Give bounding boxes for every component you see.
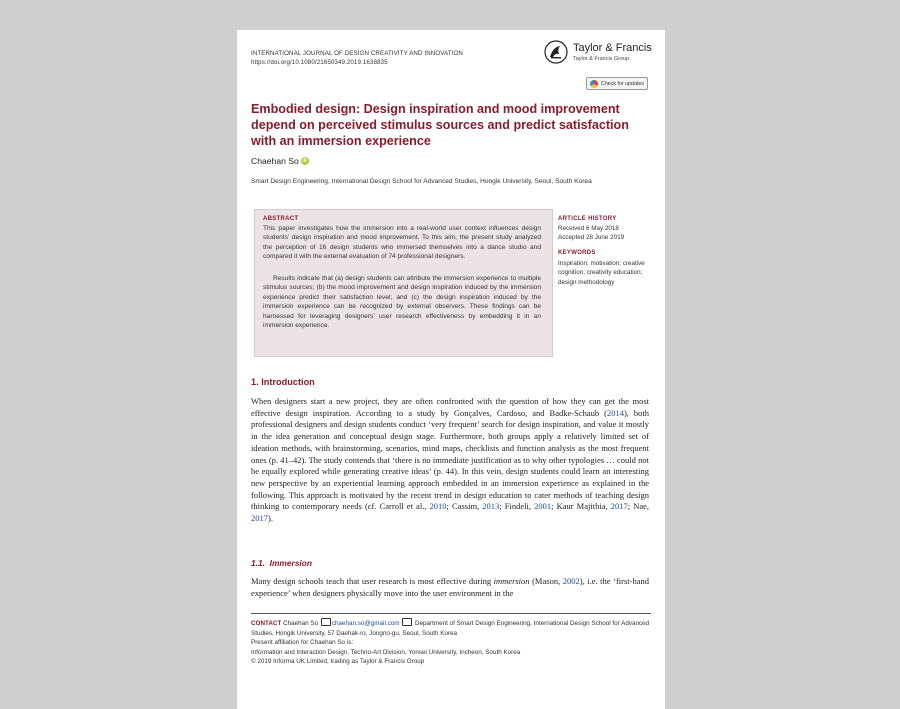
footer-divider: [251, 613, 651, 614]
author-line: [251, 156, 309, 166]
section-heading-immersion: [251, 558, 312, 568]
accepted-date: Accepted 28 June 2019: [558, 234, 625, 241]
tf-logo-icon: [544, 40, 568, 64]
citation-link[interactable]: 2017: [251, 513, 268, 524]
publisher-logo[interactable]: [544, 40, 654, 66]
subsection-number: 1.1.: [251, 558, 265, 568]
publisher-name: Taylor & Francis: [573, 42, 652, 54]
abstract-label: ABSTRACT: [263, 216, 299, 222]
check-updates-button[interactable]: [586, 77, 648, 90]
journal-name: INTERNATIONAL JOURNAL OF DESIGN CREATIVITY AND INNOVATION: [251, 50, 463, 57]
citation-link[interactable]: 2017: [610, 501, 628, 512]
author-name[interactable]: Chaehan So: [251, 156, 299, 166]
present-affiliation: Information and Interaction Design, Techno-Art Division, Yonsei University, Incheon, South Korea: [251, 648, 521, 656]
doi-link[interactable]: https://doi.org/10.1080/21650349.2019.1638835: [251, 59, 388, 66]
contact-label: CONTACT: [251, 620, 282, 627]
keywords-label: KEYWORDS: [558, 250, 596, 256]
present-affiliation-label: Present affiliation for Chaehan So is:: [251, 639, 354, 647]
citation-link[interactable]: 2014: [606, 407, 624, 418]
orcid-icon[interactable]: iD: [302, 158, 308, 164]
email-icon: [321, 618, 331, 626]
citation-link[interactable]: 2001: [534, 501, 552, 512]
check-updates-label: Check for updates: [601, 80, 644, 87]
citation-link[interactable]: 2010: [429, 501, 447, 512]
copyright: © 2019 Informa UK Limited, trading as Taylor & Francis Group: [251, 658, 425, 666]
abstract-paragraph-1: This paper investigates how the immersion into a real-world user context influences design students’ design inspiration and mood improvement. To this aim, the present study analyzed the perception of 16 design students who immersed themselves into a dance studio and compared it with the external evaluation of 74 professional designers.: [263, 225, 541, 261]
contact-name: Chaehan So: [283, 620, 319, 627]
keywords-text: Inspiration; motivation; creative cognition; creativity education; design methodology: [558, 260, 645, 286]
paper-title: Embodied design: Design inspiration and mood improvement depend on perceived stimulus sources and predict satisfaction with an immersion experience: [251, 102, 629, 148]
contact-address: Department of Smart Design Engineering, International Design School for Advanced Studies, Hongik University, 57 Daehak-ro, Jongno-gu, Seoul, South Korea: [251, 620, 650, 637]
author-affiliation: Smart Design Engineering, International Design School for Advanced Studies, Hongik University, Seoul, South Korea: [251, 178, 592, 185]
subsection-name: Immersion: [269, 558, 312, 568]
received-date: Received 6 May 2018: [558, 225, 619, 232]
abstract-paragraph-2: Results indicate that (a) design students can attribute the immersion experience to multiple stimulus sources; (b) the mood improvement and design inspiration induced by the immersion experience predict their satisfaction level; and (c) the design inspiration induced by the immersion experience can be recognized by external observers. These findings can be harnessed for leveraging designers’ user research effectiveness by embedding it in an immersion experience.: [263, 275, 541, 330]
address-icon: [402, 618, 412, 626]
contact-email[interactable]: chaehan.so@gmail.com: [331, 620, 400, 627]
citation-link[interactable]: 2013: [482, 501, 500, 512]
journal-header: [251, 49, 463, 67]
paper-page: [237, 30, 665, 709]
section-heading-introduction: 1. Introduction: [251, 377, 315, 387]
crossmark-icon: [590, 80, 598, 88]
footer-notes: [251, 618, 653, 667]
article-history-label: ARTICLE HISTORY: [558, 216, 617, 222]
immersion-paragraph: Many design schools teach that user research is most effective during immersion (Mason, 2002), i.e. the ‘first-hand experience’ when designers physically move into the user environment in the: [251, 576, 649, 598]
publisher-group: Taylor & Francis Group: [573, 56, 630, 62]
introduction-paragraph: When designers start a new project, they are often confronted with the question of how they can get the most effective design inspiration. According to a study by Gonçalves, Cardoso, and Badke-Schaub (2014), both professional designers and design students conduct ‘very frequent’ search for design inspiration, and value it mostly in the idea generation and conceptual design stage. Furthermore, both groups apply a relatively limited set of ideation methods, with brainstorming, scenarios, mind maps, checklists and function analysis as the most frequent ones (p. 41–42). The study contends that ‘there is no immediate justification as to why other typologies … could not be equally explored while generating creative ideas’ (p. 44). In this vein, design students could learn an interesting new perspective by an experiential learning approach embedded in an immersion experience as explained in the following. This approach is motivated by the recent trend in design education to cater methods of teaching design thinking to contemporary needs (cf. Carroll et al., 2010; Cassim, 2013; Findeli, 2001; Kaur Majithia, 2017; Nae, 2017).: [251, 396, 650, 524]
citation-link[interactable]: 2002: [562, 576, 580, 586]
